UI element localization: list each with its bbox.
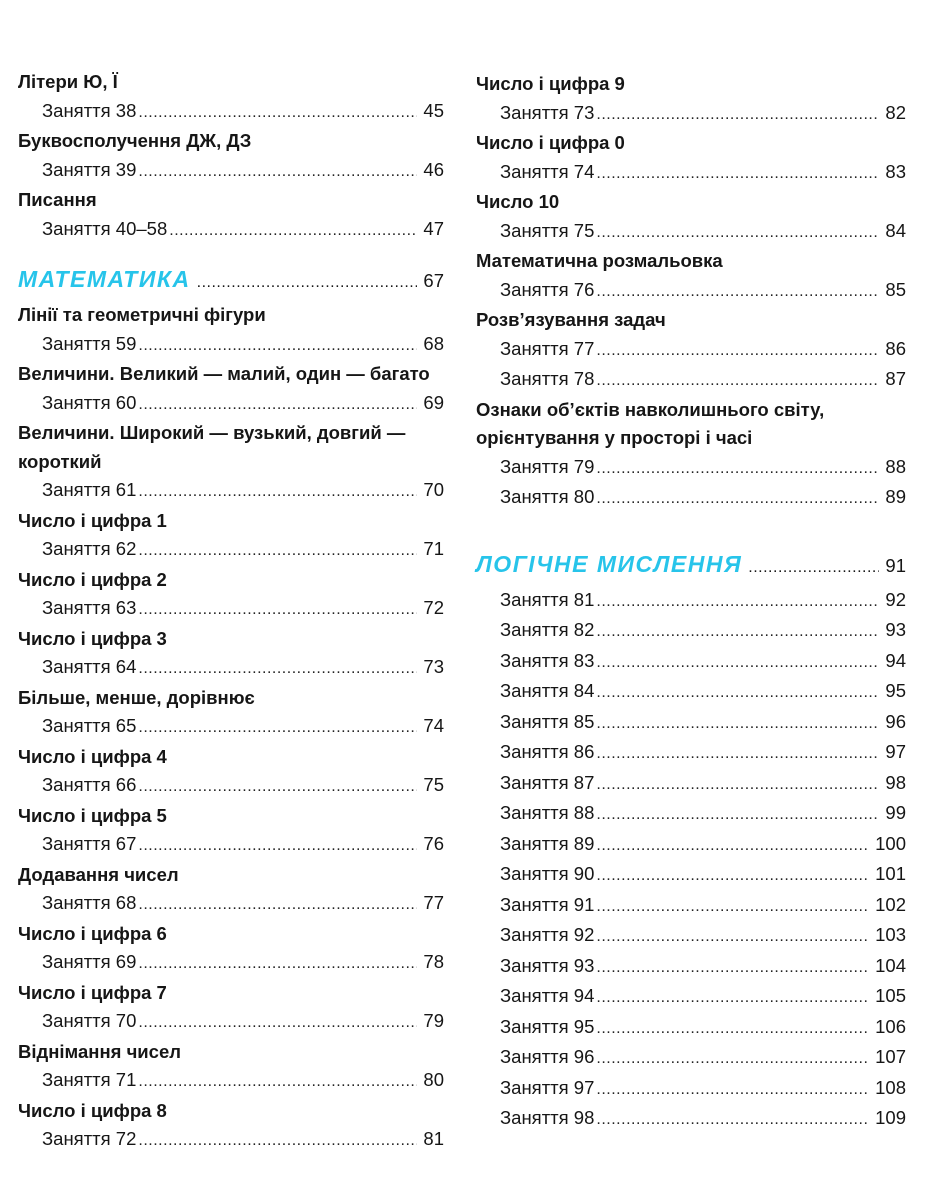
page-number: 68: [423, 332, 444, 354]
dot-leader: [596, 954, 869, 983]
section-title: ЛОГІЧНЕ МИСЛЕННЯ: [476, 550, 743, 577]
entry-label: Заняття 61: [42, 479, 137, 500]
toc-entry: [476, 982, 906, 1013]
topic-heading: Величини. Широкий — вузький, довгий — короткий: [18, 422, 406, 472]
toc-entry: [18, 1007, 444, 1038]
toc-group: [18, 861, 444, 920]
dot-leader: [138, 537, 417, 566]
toc-entry: [18, 830, 444, 861]
dot-leader: [596, 367, 879, 396]
entry-label: Заняття 75: [500, 219, 595, 241]
page-number: 95: [885, 680, 906, 701]
dot-leader: [138, 391, 417, 420]
toc-entry: [18, 653, 444, 684]
toc-left-column: [18, 68, 444, 1156]
toc-entry: [18, 389, 444, 420]
dot-leader: [596, 801, 879, 830]
topic-heading: Число і цифра 0: [476, 132, 625, 153]
entry-label: Заняття 76: [500, 278, 595, 300]
dot-leader: [596, 278, 879, 307]
page-number: 45: [423, 99, 444, 121]
dot-leader: [596, 832, 869, 861]
toc-group: [18, 186, 444, 245]
dot-leader: [138, 714, 417, 743]
page-number: 67: [423, 270, 444, 291]
toc-group: [18, 979, 444, 1038]
toc-entry: [18, 156, 444, 187]
entry-label: Заняття 77: [500, 337, 595, 359]
toc-group-list: [18, 301, 444, 1156]
dot-leader: [138, 891, 417, 920]
entry-label: Заняття 38: [42, 99, 137, 121]
dot-leader: [596, 219, 879, 248]
entry-label: Заняття 93: [500, 954, 595, 976]
topic-heading: Ознаки об’єктів навколишнього світу, орієнтування у просторі і часі: [476, 398, 825, 448]
dot-leader: [138, 832, 417, 861]
page-number: 84: [885, 219, 906, 241]
page-number: 99: [885, 802, 906, 823]
entry-label: Заняття 96: [500, 1046, 595, 1067]
page-number: 101: [875, 863, 906, 884]
page-number: 82: [885, 101, 906, 123]
toc-entry-list: [476, 586, 906, 1135]
page-number: 108: [875, 1076, 906, 1098]
dot-leader: [138, 158, 417, 187]
topic-heading: Число і цифра 4: [18, 745, 167, 767]
toc-entry: [476, 586, 906, 617]
toc-entry: [476, 365, 906, 396]
page-number: 102: [875, 893, 906, 915]
entry-label: Заняття 83: [500, 649, 595, 671]
topic-heading: Буквосполучення ДЖ, ДЗ: [18, 130, 252, 151]
entry-label: Заняття 70: [42, 1010, 137, 1031]
toc-entry: [476, 1074, 906, 1105]
section-title: МАТЕМАТИКА: [18, 266, 191, 292]
entry-label: Заняття 73: [500, 101, 595, 123]
dot-leader: [138, 950, 417, 979]
dot-leader: [138, 478, 417, 507]
toc-entry: [18, 1066, 444, 1097]
topic-heading: Величини. Великий — малий, один — багато: [18, 363, 430, 384]
toc-entry: [476, 708, 906, 739]
toc-entry: [476, 483, 906, 514]
page-number: 103: [875, 924, 906, 945]
page-number: 97: [885, 741, 906, 762]
toc-group-list: [476, 70, 906, 514]
entry-label: Заняття 39: [42, 158, 137, 180]
toc-group: [18, 1038, 444, 1097]
page-number: 88: [885, 455, 906, 477]
page-number: 92: [885, 588, 906, 610]
toc-group: [18, 920, 444, 979]
entry-label: Заняття 86: [500, 741, 595, 762]
topic-heading: Більше, менше, дорівнює: [18, 686, 255, 708]
toc-group: [18, 684, 444, 743]
entry-label: Заняття 82: [500, 619, 595, 640]
entry-label: Заняття 94: [500, 985, 595, 1006]
toc-group: [18, 802, 444, 861]
section-heading-logic: [476, 546, 906, 586]
page-number: 104: [875, 954, 906, 976]
entry-label: Заняття 59: [42, 332, 137, 354]
page-number: 86: [885, 337, 906, 359]
toc-entry: [476, 1043, 906, 1074]
page-number: 83: [885, 160, 906, 182]
entry-label: Заняття 66: [42, 774, 137, 795]
dot-leader: [748, 550, 879, 586]
toc-entry: [476, 616, 906, 647]
toc-entry: [476, 830, 906, 861]
page-number: 93: [885, 619, 906, 640]
page-number: 96: [885, 710, 906, 732]
dot-leader: [596, 679, 879, 708]
toc-group: [18, 566, 444, 625]
topic-heading: Число і цифра 7: [18, 981, 167, 1003]
dot-leader: [138, 1127, 417, 1156]
dot-leader: [596, 455, 879, 484]
toc-entry: [476, 99, 906, 130]
toc-entry: [476, 738, 906, 769]
page-number: 47: [423, 217, 444, 239]
dot-leader: [596, 588, 879, 617]
page-number: 98: [885, 771, 906, 793]
toc-entry: [476, 799, 906, 830]
toc-entry: [476, 1104, 906, 1135]
dot-leader: [138, 1009, 417, 1038]
page-number: 100: [875, 832, 906, 854]
toc-group: [476, 70, 906, 129]
page-number: 94: [885, 649, 906, 671]
page-number: 85: [885, 278, 906, 300]
toc-group: [18, 1097, 444, 1156]
topic-heading: Математична розмальовка: [476, 250, 723, 271]
entry-label: Заняття 81: [500, 588, 595, 610]
toc-group: [476, 129, 906, 188]
page-number: 79: [423, 1010, 444, 1031]
toc-entry: [476, 1013, 906, 1044]
toc-entry: [18, 948, 444, 979]
entry-label: Заняття 92: [500, 924, 595, 945]
page-number: 81: [423, 1128, 444, 1149]
entry-label: Заняття 72: [42, 1128, 137, 1149]
page-number: 107: [875, 1046, 906, 1067]
page-number: 73: [423, 656, 444, 677]
toc-entry: [18, 215, 444, 246]
dot-leader: [596, 1106, 869, 1135]
entry-label: Заняття 97: [500, 1076, 595, 1098]
toc-entry: [18, 771, 444, 802]
toc-group: [18, 743, 444, 802]
entry-label: Заняття 63: [42, 597, 137, 618]
toc-group: [18, 419, 444, 507]
toc-entry: [476, 952, 906, 983]
entry-label: Заняття 40–58: [42, 217, 168, 239]
topic-heading: Число 10: [476, 191, 560, 212]
entry-label: Заняття 71: [42, 1069, 137, 1090]
page-number: 75: [423, 774, 444, 795]
entry-label: Заняття 62: [42, 538, 137, 559]
page-number: 71: [423, 538, 444, 559]
toc-entry: [18, 476, 444, 507]
dot-leader: [596, 923, 869, 952]
entry-label: Заняття 88: [500, 802, 595, 823]
dot-leader: [596, 618, 879, 647]
toc-entry: [476, 891, 906, 922]
topic-heading: Додавання чисел: [18, 863, 179, 885]
page-number: 74: [423, 715, 444, 736]
dot-leader: [596, 771, 879, 800]
topic-heading: Віднімання чисел: [18, 1040, 182, 1062]
page-number: 109: [875, 1107, 906, 1128]
dot-leader: [138, 99, 417, 128]
toc-entry: [18, 535, 444, 566]
dot-leader: [596, 101, 879, 130]
entry-label: Заняття 89: [500, 832, 595, 854]
toc-entry: [476, 647, 906, 678]
dot-leader: [138, 596, 417, 625]
toc-group: [18, 507, 444, 566]
entry-label: Заняття 90: [500, 863, 595, 884]
page-number: 105: [875, 985, 906, 1006]
dot-leader: [596, 1076, 869, 1105]
toc-entry: [18, 594, 444, 625]
page-number: 77: [423, 892, 444, 913]
toc-entry: [476, 921, 906, 952]
topic-heading: Число і цифра 8: [18, 1099, 167, 1121]
entry-label: Заняття 80: [500, 486, 595, 507]
entry-label: Заняття 74: [500, 160, 595, 182]
topic-heading: Число і цифра 3: [18, 627, 167, 649]
dot-leader: [138, 332, 417, 361]
entry-label: Заняття 95: [500, 1015, 595, 1037]
entry-label: Заняття 87: [500, 771, 595, 793]
dot-leader: [138, 773, 417, 802]
dot-leader: [138, 655, 417, 684]
entry-label: Заняття 79: [500, 455, 595, 477]
entry-label: Заняття 65: [42, 715, 137, 736]
topic-heading: Літери Ю, Ї: [18, 71, 118, 92]
toc-entry: [476, 860, 906, 891]
entry-label: Заняття 98: [500, 1107, 595, 1128]
toc-group: [476, 396, 906, 514]
dot-leader: [596, 740, 879, 769]
dot-leader: [596, 862, 869, 891]
page-number: 89: [885, 486, 906, 507]
page-number: 69: [423, 391, 444, 413]
dot-leader: [596, 984, 869, 1013]
dot-leader: [596, 1015, 869, 1044]
dot-leader: [596, 893, 869, 922]
topic-heading: Число і цифра 1: [18, 509, 167, 531]
toc-group: [476, 188, 906, 247]
toc-group-list: [18, 68, 444, 245]
entry-label: Заняття 67: [42, 833, 137, 854]
page-number: 106: [875, 1015, 906, 1037]
toc-group: [18, 68, 444, 127]
entry-label: Заняття 60: [42, 391, 137, 413]
entry-label: Заняття 68: [42, 892, 137, 913]
toc-right-column: [476, 70, 906, 1135]
topic-heading: Число і цифра 9: [476, 73, 625, 94]
page-number: 80: [423, 1069, 444, 1090]
entry-label: Заняття 84: [500, 680, 595, 701]
entry-label: Заняття 91: [500, 893, 595, 915]
toc-entry: [18, 97, 444, 128]
entry-label: Заняття 64: [42, 656, 137, 677]
page-number: 76: [423, 833, 444, 854]
toc-entry: [18, 712, 444, 743]
toc-group: [18, 360, 444, 419]
toc-entry: [18, 330, 444, 361]
toc-entry: [18, 1125, 444, 1156]
dot-leader: [596, 160, 879, 189]
toc-entry: [476, 217, 906, 248]
page-number: 87: [885, 368, 906, 389]
page-number: 70: [423, 479, 444, 500]
topic-heading: Число і цифра 2: [18, 568, 167, 590]
dot-leader: [138, 1068, 417, 1097]
page-number: 46: [423, 158, 444, 180]
dot-leader: [596, 337, 879, 366]
toc-group: [18, 625, 444, 684]
toc-entry: [476, 158, 906, 189]
toc-entry: [476, 677, 906, 708]
section-heading-math: [18, 261, 444, 301]
topic-heading: Число і цифра 5: [18, 804, 167, 826]
dot-leader: [596, 1045, 869, 1074]
entry-label: Заняття 78: [500, 368, 595, 389]
toc-entry: [476, 769, 906, 800]
entry-label: Заняття 69: [42, 951, 137, 972]
topic-heading: Писання: [18, 189, 97, 210]
dot-leader: [596, 649, 879, 678]
toc-group: [476, 247, 906, 306]
page-number: 72: [423, 597, 444, 618]
toc-entry: [476, 335, 906, 366]
topic-heading: Розв’язування задач: [476, 309, 666, 330]
dot-leader: [169, 217, 417, 246]
page-number: 91: [885, 554, 906, 576]
toc-entry: [476, 276, 906, 307]
topic-heading: Лінії та геометричні фігури: [18, 304, 266, 325]
toc-entry: [476, 453, 906, 484]
toc-group: [18, 127, 444, 186]
dot-leader: [596, 710, 879, 739]
page-number: 78: [423, 951, 444, 972]
toc-group: [18, 301, 444, 360]
toc-entry: [18, 889, 444, 920]
topic-heading: Число і цифра 6: [18, 922, 167, 944]
dot-leader: [197, 265, 418, 301]
dot-leader: [596, 485, 879, 514]
entry-label: Заняття 85: [500, 710, 595, 732]
toc-group: [476, 306, 906, 396]
